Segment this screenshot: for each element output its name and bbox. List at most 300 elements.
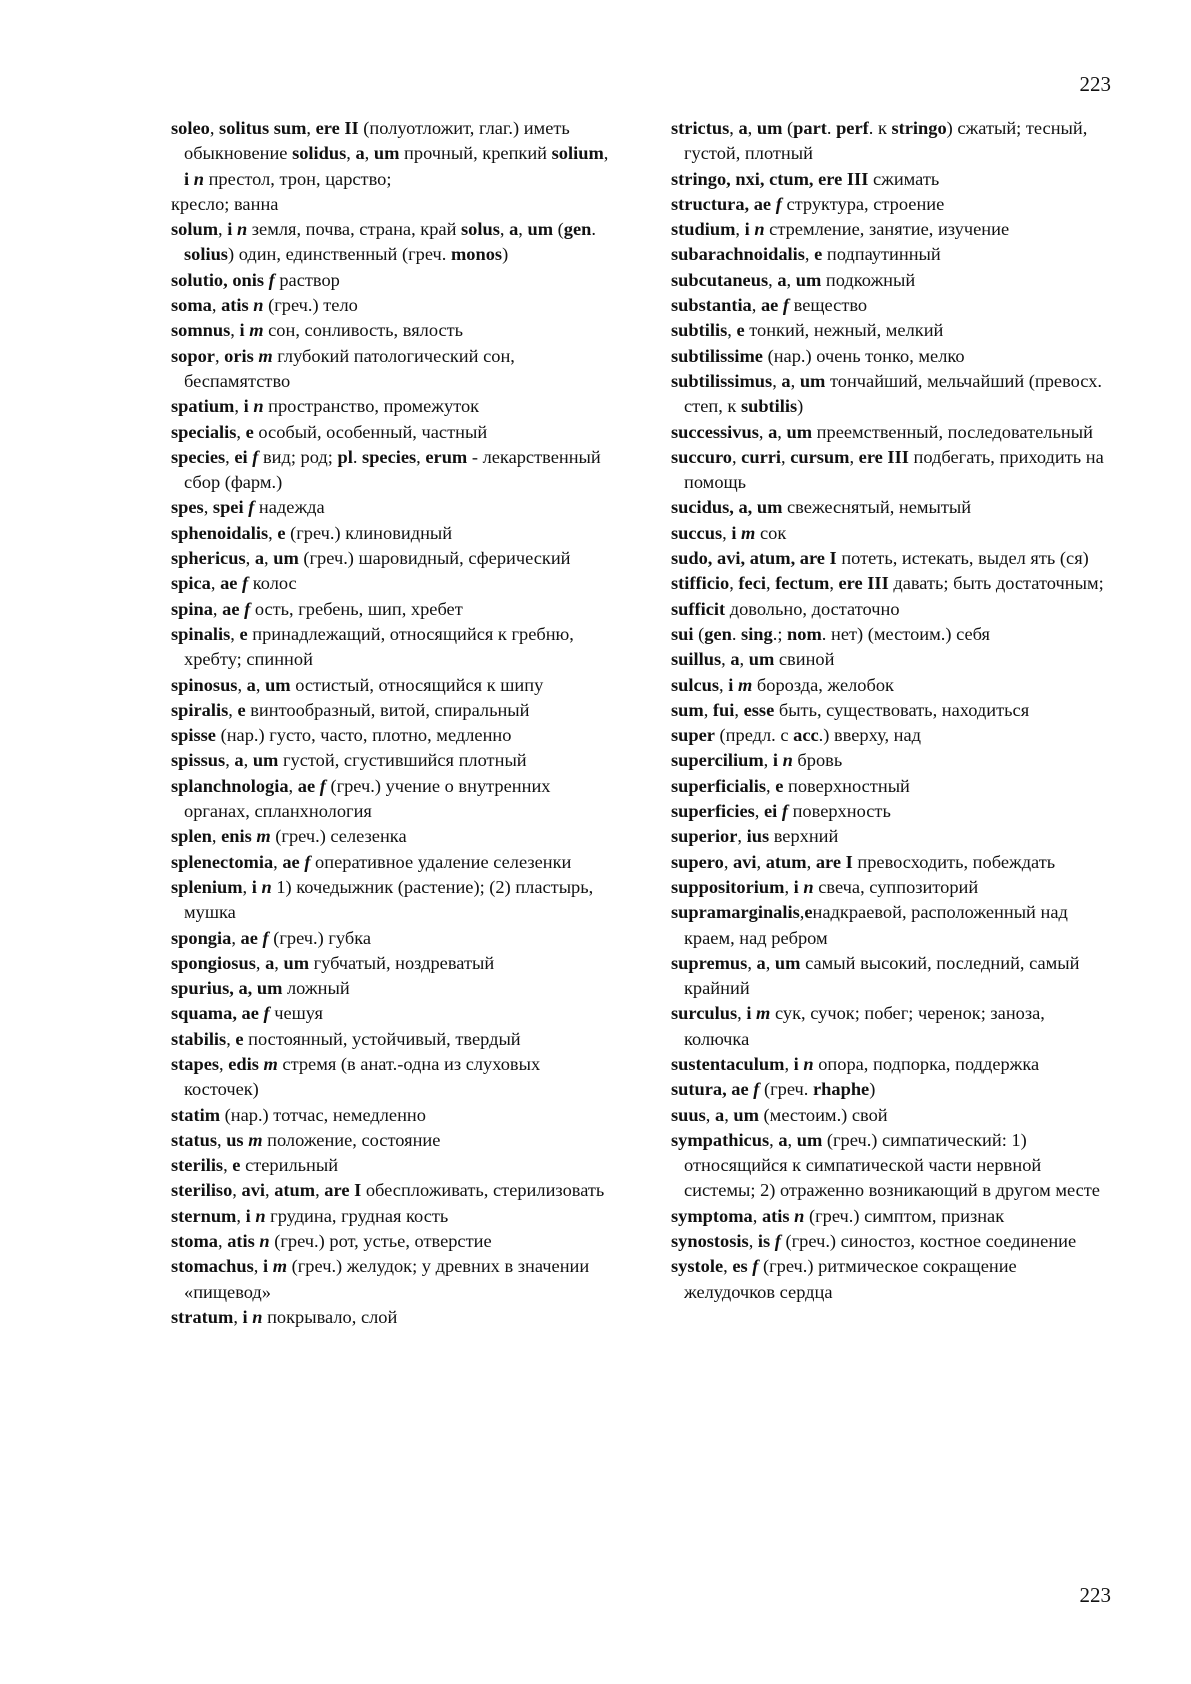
entry-text: , [727, 320, 737, 341]
dictionary-entry [171, 318, 611, 343]
entry-term: i [242, 1306, 248, 1327]
entry-text: глубокий патологический сон, беспамятство [184, 345, 515, 391]
page-number-top: 223 [1079, 72, 1111, 96]
entry-term: statim [171, 1104, 221, 1125]
entry-term: stabilis [171, 1028, 227, 1049]
entry-text: ) сжатый; тесный, густой, плотный [684, 118, 1088, 164]
entry-term: supremus [671, 952, 748, 973]
entry-text: , [218, 1231, 228, 1252]
entry-text: , [723, 1256, 733, 1277]
entry-text: поверхность [787, 801, 891, 822]
entry-term: um [527, 219, 554, 240]
entry-text: (греч.) клиновидный [285, 522, 453, 543]
dictionary-entry [671, 647, 1111, 672]
dictionary-entry [671, 293, 1111, 318]
entry-gender: f [781, 801, 788, 822]
entry-text: , [849, 446, 859, 467]
entry-term: e [245, 421, 254, 442]
dictionary-entry [671, 217, 1111, 242]
dictionary-entry [671, 344, 1111, 369]
entry-term: are I [815, 851, 853, 872]
entry-term: solus [461, 219, 500, 240]
entry-term: species [362, 446, 417, 467]
dictionary-entry [671, 1103, 1111, 1128]
entry-term: sphericus [171, 548, 246, 569]
dictionary-entry [171, 344, 611, 395]
entry-term: splenium [171, 876, 243, 897]
entry-gender: m [756, 1003, 771, 1024]
entry-gender: n [193, 168, 204, 189]
entry-gender: f [244, 598, 251, 619]
entry-gender: f [262, 927, 269, 948]
entry-term: atum [274, 1180, 316, 1201]
dictionary-entry [671, 420, 1111, 445]
entry-gender: n [261, 876, 272, 897]
entry-gender: f [753, 1079, 760, 1100]
entry-term: avi [241, 1180, 266, 1201]
dictionary-entry [171, 445, 611, 496]
entry-text: вещество [789, 295, 868, 316]
entry-term: a [355, 143, 365, 164]
entry-term: edis [228, 1053, 259, 1074]
entry-term: supero [671, 851, 724, 872]
entry-term: oris [224, 345, 254, 366]
entry-text: , [737, 1003, 747, 1024]
entry-term: subtilissimus [671, 370, 773, 391]
entry-gender: f [319, 775, 326, 796]
entry-term: i [772, 750, 778, 771]
entry-term: i [227, 219, 233, 240]
entry-text: , [768, 269, 778, 290]
entry-text: остистый, относящийся к шипу [290, 674, 544, 695]
entry-text: 1) кочедыжник (растение); (2) пластырь, мушка [184, 876, 594, 923]
entry-text: бровь [792, 750, 843, 771]
entry-term: i [239, 320, 245, 341]
entry-term: part [793, 118, 827, 138]
entry-term: a [246, 674, 256, 695]
dictionary-entry [171, 875, 611, 926]
entry-term: um [774, 952, 801, 973]
dictionary-entry [671, 748, 1111, 773]
entry-term: strictus [671, 118, 730, 138]
entry-text: , [274, 952, 284, 973]
entry-term: stomachus [171, 1256, 254, 1277]
entry-text: (греч.) желудок; у древних в значении «пищевод» [184, 1256, 590, 1302]
entry-term: spatium [171, 396, 235, 417]
entry-term: spina [171, 598, 213, 619]
entry-text: тонкий, нежный, мелкий [744, 320, 944, 341]
entry-text: , [737, 826, 747, 847]
entry-text: , [777, 421, 787, 442]
dictionary-entry [671, 546, 1111, 571]
entry-term: stringo [891, 118, 947, 138]
entry-term: um [796, 1129, 823, 1150]
entry-gender: m [256, 826, 271, 847]
entry-text: (греч.) симпатический: 1) относящийся к симпатической части нервной системы; 2) отраженно возникающий в другом месте [684, 1129, 1100, 1201]
entry-term: um [795, 269, 822, 290]
entry-text: , [799, 902, 805, 923]
entry-text: ) [502, 244, 509, 265]
dictionary-entry [171, 546, 611, 571]
entry-term: i [245, 1205, 251, 1226]
entry-term: i [744, 219, 750, 240]
dictionary-entry [171, 521, 611, 546]
entry-term: subarachnoidalis [671, 244, 805, 265]
entry-text: , [236, 421, 246, 442]
entry-text: стерильный [240, 1155, 339, 1176]
dictionary-entry [671, 1128, 1111, 1204]
entry-term: es [732, 1256, 748, 1277]
entry-term: um [273, 548, 299, 569]
entry-text: ( [693, 623, 705, 644]
entry-term: atis [761, 1205, 790, 1226]
entry-text: положение, состояние [262, 1129, 441, 1150]
entry-text: . нет) (местоим.) себя [821, 623, 990, 644]
entry-term: are I [324, 1180, 362, 1201]
entry-term: e [237, 699, 246, 720]
dictionary-entry [671, 268, 1111, 293]
dictionary-entry [671, 723, 1111, 748]
entry-term: rhaphe [813, 1079, 870, 1100]
entry-term: a [234, 750, 244, 771]
entry-text: , [724, 1104, 734, 1125]
entry-term: ere III [858, 446, 909, 467]
entry-text: опора, подпорка, поддержка [813, 1053, 1040, 1074]
dictionary-entry [171, 268, 611, 293]
entry-text: (греч.) симптом, признак [804, 1205, 1005, 1226]
entry-text: принадлежащий, относящийся к гребню, хребту; спинной [184, 623, 574, 670]
entry-text: , [703, 699, 713, 720]
entry-text: - лекарственный сбор (фарм.) [184, 446, 601, 493]
entry-text: структура, строение [781, 193, 945, 214]
entry-term: sucidus, a, um [671, 497, 783, 518]
dictionary-entry [671, 192, 1111, 217]
entry-gender: m [263, 1053, 278, 1074]
entry-gender: m [272, 1256, 288, 1277]
entry-text: . [826, 118, 837, 138]
entry-text: надежда [254, 497, 325, 518]
entry-text: (нар.) очень тонко, мелко [762, 345, 965, 366]
entry-term: i [793, 1053, 799, 1074]
entry-term: um [756, 118, 783, 138]
entry-term: spes [171, 497, 204, 518]
entry-text: (полуотложит, глаг.) иметь обыкновение [184, 118, 570, 164]
entry-text: , [203, 497, 213, 518]
dictionary-entry [671, 445, 1111, 496]
entry-text: самый высокий, последний, самый крайний [684, 952, 1080, 999]
entry-text: , [747, 952, 757, 973]
entry-text: , [231, 927, 241, 948]
dictionary-entry [171, 597, 611, 622]
entry-term: solum [171, 219, 219, 240]
entry-text: тончайший, мельчайший (превосх. степ, к [684, 370, 1103, 417]
entry-text: , [253, 1256, 263, 1277]
entry-term: pl [337, 446, 353, 467]
entry-gender: n [803, 876, 814, 897]
entry-text: поверхностный [783, 775, 910, 796]
dictionary-entry [171, 976, 611, 1001]
entry-term: suppositorium [671, 876, 785, 897]
entry-text: земля, почва, страна, край [247, 219, 462, 240]
entry-text: (греч.) шаровидный, сферический [298, 548, 571, 569]
entry-text: кресло; ванна [171, 193, 279, 214]
dictionary-entry [671, 799, 1111, 824]
entry-term: ae [282, 851, 300, 872]
entry-text: , [781, 446, 791, 467]
entry-term: gen [563, 219, 592, 240]
entry-text: , [790, 370, 800, 391]
entry-term: gen [704, 623, 732, 644]
entry-text: (нар.) густо, часто, плотно, медленно [215, 725, 512, 746]
entry-term: solutio, onis [171, 269, 265, 290]
entry-term: substantia [671, 295, 752, 316]
entry-text: , [210, 573, 221, 594]
entry-text: стремя (в анат.-одна из слуховых косточек) [184, 1053, 541, 1100]
entry-text: , [499, 219, 510, 240]
dictionary-entry [171, 1052, 611, 1103]
entry-text: , [226, 1028, 236, 1049]
entry-term: spica [171, 573, 211, 594]
entry-text: ость, гребень, шип, хребет [250, 598, 463, 619]
entry-term: e [239, 623, 248, 644]
entry-text: , [230, 623, 240, 644]
entry-term: sterilis [171, 1155, 224, 1176]
entry-text: борозда, желобок [752, 674, 894, 695]
entry-text: , [766, 775, 776, 796]
entry-gender: n [253, 396, 264, 417]
entry-text: быть, существовать, находиться [774, 699, 1030, 720]
entry-term: solitus sum [219, 118, 307, 138]
entry-text: , [734, 699, 744, 720]
entry-text: , [829, 573, 839, 594]
entry-term: um [799, 370, 826, 391]
entry-term: supercilium [671, 750, 764, 771]
entry-text: губчатый, ноздреватый [309, 952, 495, 973]
entry-text: , [245, 548, 255, 569]
entry-gender: m [248, 1129, 263, 1150]
entry-term: a [730, 649, 740, 670]
entry-text: (греч.) селезенка [270, 826, 407, 847]
entry-term: sui [671, 623, 694, 644]
entry-text: оперативное удаление селезенки [310, 851, 572, 872]
entry-text: , [230, 320, 240, 341]
entry-text: сжимать [868, 168, 940, 189]
entry-text: , [787, 1129, 797, 1150]
entry-text: густой, сгустившийся плотный [278, 750, 527, 771]
dictionary-entry [171, 1178, 611, 1203]
entry-text: , [763, 750, 773, 771]
entry-text: , [735, 219, 745, 240]
entry-text: , [315, 1180, 325, 1201]
entry-term: ae [760, 295, 779, 316]
dictionary-entry [671, 495, 1111, 520]
dictionary-entry [171, 217, 611, 268]
entry-gender: f [775, 193, 782, 214]
entry-text: , [729, 118, 739, 138]
dictionary-entry [171, 1153, 611, 1178]
dictionary-entry [171, 1254, 611, 1305]
entry-text: (греч.) ритмическое сокращение желудочков сердца [684, 1256, 1017, 1302]
entry-term: structura, ae [671, 193, 772, 214]
entry-term: i [731, 522, 737, 543]
entry-term: um [252, 750, 279, 771]
entry-term: species [171, 446, 226, 467]
entry-term: a [254, 548, 265, 569]
entry-text: , [752, 1205, 762, 1226]
entry-term: subtilis [740, 396, 798, 417]
entry-term: i [728, 674, 734, 695]
entry-text: стремление, занятие, изучение [764, 219, 1010, 240]
entry-gender: n [253, 295, 264, 316]
dictionary-entry [171, 293, 611, 318]
entry-term: stratum [171, 1306, 234, 1327]
entry-text: (греч.) тело [263, 295, 358, 316]
entry-text: , [234, 396, 244, 417]
entry-term: spei [212, 497, 244, 518]
entry-gender: f [242, 573, 249, 594]
entry-text: обеспложивать, стерилизовать [361, 1180, 605, 1201]
entry-term: curri [741, 446, 781, 467]
dictionary-entry [171, 192, 611, 217]
dictionary-column-right [671, 116, 1111, 1305]
entry-term: i [262, 1256, 269, 1277]
dictionary-entry [671, 521, 1111, 546]
entry-gender: n [754, 219, 765, 240]
entry-text: давать; быть достаточным; [888, 573, 1104, 594]
page-number-bottom: 223 [1079, 1583, 1111, 1607]
entry-term: e [804, 902, 813, 923]
entry-text: . [731, 623, 742, 644]
dictionary-entry [671, 622, 1111, 647]
entry-gender: n [236, 219, 248, 240]
entry-gender: n [252, 1306, 263, 1327]
entry-term: steriliso [171, 1180, 233, 1201]
entry-text: , [518, 219, 528, 240]
entry-term: enis [221, 826, 252, 847]
entry-text: , [754, 801, 764, 822]
entry-term: ei [234, 446, 248, 467]
dictionary-entry [171, 571, 611, 596]
entry-term: spinalis [171, 623, 231, 644]
entry-term: e [232, 1155, 241, 1176]
entry-term: a [781, 370, 791, 391]
entry-gender: f [263, 1003, 270, 1024]
entry-text: престол, трон, царство; [203, 168, 392, 189]
entry-text: , [265, 1180, 275, 1201]
dictionary-entry [171, 1001, 611, 1026]
entry-term: um [283, 952, 310, 973]
entry-text: .) вверху, над [818, 725, 921, 746]
dictionary-entry [171, 1204, 611, 1229]
entry-term: ae [240, 927, 258, 948]
dictionary-entry [671, 774, 1111, 799]
entry-gender: n [259, 1231, 270, 1252]
entry-text: ( [782, 118, 794, 138]
entry-text: , [729, 573, 739, 594]
entry-text: , [212, 598, 223, 619]
entry-text: , [747, 118, 757, 138]
dictionary-entry [671, 673, 1111, 698]
entry-term: a [777, 269, 787, 290]
entry-term: um [373, 143, 400, 164]
entry-text: сок [755, 522, 787, 543]
entry-text: подпаутинный [822, 244, 941, 265]
entry-term: suus [671, 1104, 706, 1125]
entry-term: esse [743, 699, 775, 720]
entry-text: , [416, 446, 426, 467]
dictionary-entry [671, 824, 1111, 849]
dictionary-entry [171, 850, 611, 875]
dictionary-entry [671, 875, 1111, 900]
entry-text: . к [868, 118, 892, 138]
entry-gender: n [255, 1205, 266, 1226]
dictionary-entry [171, 951, 611, 976]
entry-text: , [364, 143, 374, 164]
entry-text: , [769, 1129, 779, 1150]
entry-term: i [184, 168, 190, 189]
entry-term: sopor [171, 345, 215, 366]
entry-text: , [772, 370, 782, 391]
entry-term: atum [765, 851, 807, 872]
entry-text: ложный [282, 978, 350, 999]
entry-term: specialis [171, 421, 237, 442]
entry-text: , [228, 699, 238, 720]
entry-term: um [748, 649, 775, 670]
dictionary-entry [171, 1305, 611, 1330]
entry-term: status [171, 1129, 217, 1150]
entry-text: , [237, 674, 247, 695]
entry-gender: m [249, 320, 264, 341]
entry-gender: n [794, 1205, 805, 1226]
entry-text: , [236, 1205, 246, 1226]
dictionary-entry [671, 1077, 1111, 1102]
entry-term: fectum [775, 573, 830, 594]
entry-term: sternum [171, 1205, 237, 1226]
dictionary-entry [671, 900, 1111, 951]
entry-text: , [748, 1231, 758, 1252]
entry-text: (местоим.) свой [758, 1104, 888, 1125]
entry-text: , [255, 952, 266, 973]
entry-term: perf [836, 118, 869, 138]
entry-text: вид; род; [258, 446, 338, 467]
entry-term: a [265, 952, 275, 973]
entry-gender: f [252, 446, 259, 467]
entry-text: (греч. [759, 1079, 813, 1100]
entry-text: раствор [274, 269, 340, 290]
entry-text: , [723, 851, 734, 872]
entry-term: subtilis [671, 320, 728, 341]
entry-term: e [736, 320, 745, 341]
dictionary-entry [171, 774, 611, 825]
entry-text: ( [553, 219, 564, 240]
entry-term: soleo [171, 118, 210, 138]
entry-term: superficies [671, 801, 755, 822]
entry-text: свиной [774, 649, 835, 670]
entry-term: e [775, 775, 784, 796]
dictionary-entry [671, 1204, 1111, 1229]
dictionary-entry [671, 116, 1111, 167]
entry-text: , [209, 118, 220, 138]
entry-term: a [768, 421, 778, 442]
entry-text: , [806, 851, 816, 872]
entry-text: , [218, 219, 228, 240]
entry-text: прочный, крепкий [399, 143, 552, 164]
entry-term: a [738, 118, 748, 138]
entry-text: , [721, 649, 731, 670]
entry-term: superior [671, 826, 738, 847]
entry-text: . [352, 446, 363, 467]
entry-term: ere II [315, 118, 359, 138]
